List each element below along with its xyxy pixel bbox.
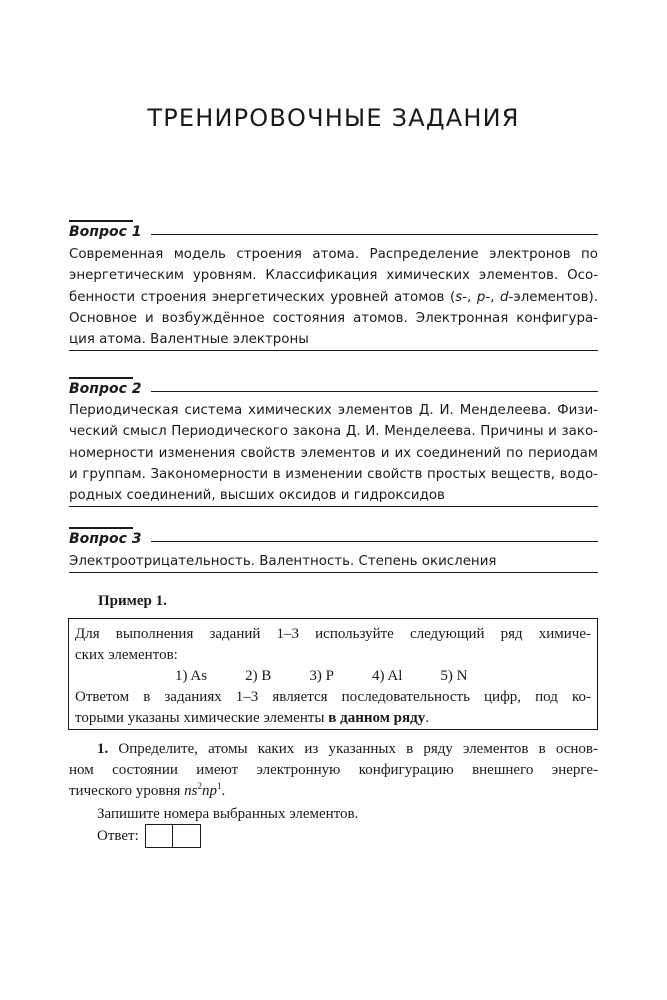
- task-1-line-3: тического уровня $ns^2np^1$.: [69, 781, 226, 799]
- question-3-label: Вопрос 3: [69, 527, 133, 547]
- element-list: [75, 666, 591, 687]
- question-2-line-5: родных соединений, высших оксидов и гидроксидов: [69, 485, 598, 507]
- question-3-header: [69, 527, 598, 549]
- question-1-label: Вопрос 1: [69, 220, 133, 240]
- task-1-line-2: ном состоянии имеют электронную конфигурацию внешнего энерге-: [69, 762, 598, 778]
- answer-row: [97, 824, 201, 848]
- question-2-header: [69, 377, 598, 399]
- question-2-line-4: и группам. Закономерности в изменении свойств простых веществ, водо-: [69, 466, 598, 482]
- question-1-line-4: Основное и возбуждённое состояния атомов. Электронная конфигура-: [69, 310, 598, 326]
- question-1-line-2: энергетическим уровням. Классификация химических элементов. Осо-: [69, 268, 598, 284]
- task-1: [69, 739, 598, 825]
- answer-label: Ответ:: [97, 827, 139, 844]
- question-2-rule: [151, 391, 598, 392]
- question-1-line-5: ция атома. Валентные электроны: [69, 329, 598, 351]
- task-1-instruction: Запишите номера выбранных элементов.: [97, 806, 359, 822]
- question-1-body: [69, 244, 598, 351]
- question-1-rule: [151, 234, 598, 235]
- element-item: 5) N: [440, 668, 468, 684]
- question-1-line-1: Современная модель строения атома. Распределение электронов по: [69, 247, 598, 262]
- answer-cell-2[interactable]: [173, 824, 201, 848]
- example-box-line-5: торыми указаны химические элементы в данном ряду.: [75, 710, 429, 726]
- question-3-body: [69, 551, 598, 573]
- question-2-label: Вопрос 2: [69, 377, 133, 397]
- question-2-line-1: Периодическая система химических элементов Д. И. Менделеева. Физи-: [69, 403, 598, 418]
- question-2-line-2: ческий смысл Периодического закона Д. И. Менделеева. Причины и зако-: [69, 424, 598, 440]
- example-box-line-2: ских элементов:: [75, 647, 178, 663]
- question-1-header: [69, 220, 598, 242]
- answer-cells: [145, 824, 201, 848]
- element-item: 2) B: [245, 668, 272, 684]
- example-box-line-1: Для выполнения заданий 1–3 используйте следующий ряд химиче-: [75, 626, 591, 642]
- task-1-line-1: 1. Определите, атомы каких из указанных в ряду элементов в основ-: [97, 741, 598, 757]
- question-3-line-1: Электроотрицательность. Валентность. Степень окисления: [69, 551, 598, 573]
- element-item: 4) Al: [371, 668, 403, 684]
- example-box: [68, 618, 598, 730]
- element-item: 3) P: [309, 668, 334, 684]
- example-heading: Пример 1.: [98, 593, 167, 609]
- page-title: ТРЕНИРОВОЧНЫЕ ЗАДАНИЯ: [147, 104, 520, 132]
- question-1-line-3: бенности строения энергетических уровней атомов (s-, p-, d-элементов).: [69, 289, 598, 305]
- question-2-body: [69, 400, 598, 507]
- question-3-rule: [151, 541, 598, 542]
- question-2-line-3: номерности изменения свойств элементов и их соединений по периодам: [69, 445, 598, 461]
- example-box-line-4: Ответом в заданиях 1–3 является последовательность цифр, под ко-: [75, 689, 591, 705]
- element-item: 1) As: [175, 668, 208, 684]
- answer-cell-1[interactable]: [145, 824, 173, 848]
